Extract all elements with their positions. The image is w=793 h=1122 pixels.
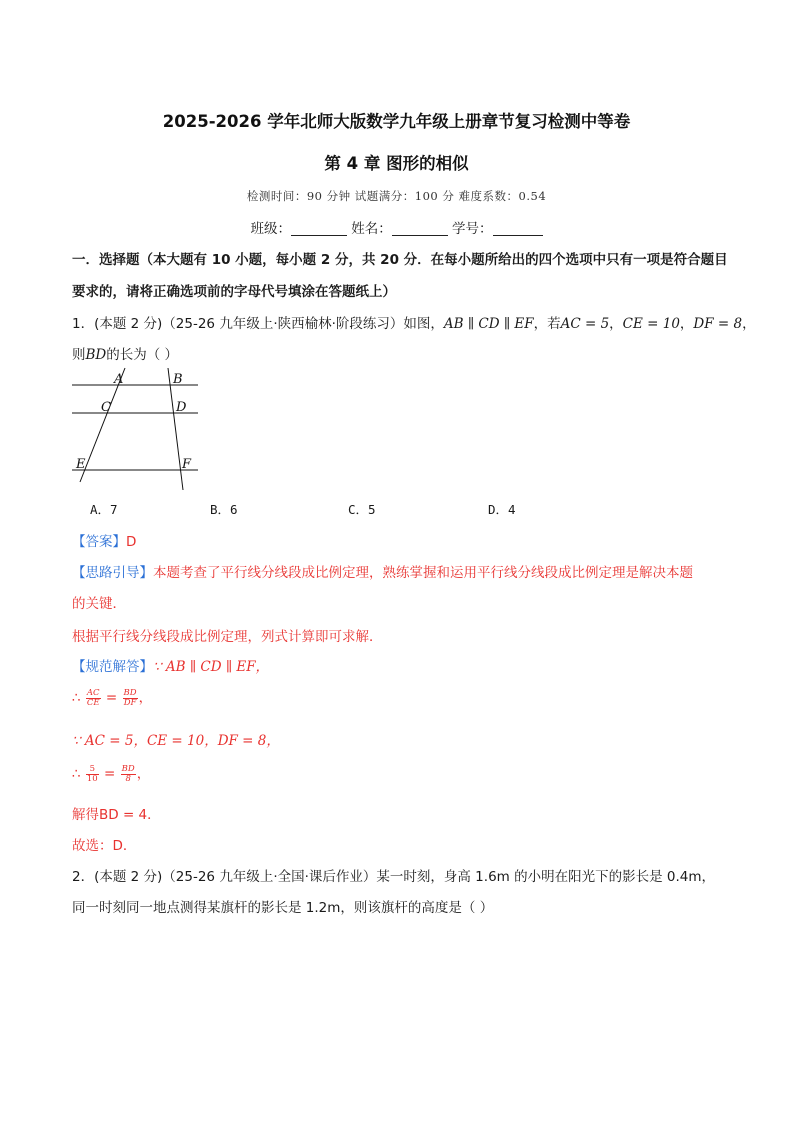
q1-line2-pre: 则 — [72, 347, 86, 363]
label-f: F — [182, 457, 192, 472]
solution-line4: ∴ $\frac{5}{10}$ = $\frac{BD}{8}$ ， — [72, 763, 151, 784]
frac3-num: 5 — [86, 765, 99, 775]
q1-stem-line2 — [72, 343, 178, 363]
q1-stem-line1 — [72, 312, 756, 332]
hint-line2: 的关键． — [72, 596, 126, 612]
class-label: 班级： — [250, 221, 291, 237]
label-d: D — [176, 400, 187, 415]
answer-label: 【答案】 — [72, 534, 126, 550]
student-info-row — [0, 217, 793, 237]
solution-line3: ∵ AC = 5，CE = 10，DF = 8， — [72, 733, 280, 749]
document-title: 2025-2026 学年北师大版数学九年级上册章节复习检测中等卷 — [162, 112, 631, 131]
option-c: C．5 — [348, 502, 376, 517]
fraction-bd-8 — [121, 765, 136, 784]
label-a: A — [114, 372, 124, 387]
frac2-num: BD — [123, 687, 137, 698]
solution-line1 — [72, 655, 269, 675]
q1-comma-1: ， — [609, 316, 623, 332]
therefore-2: ∴ — [72, 766, 85, 782]
answer-value: D — [126, 534, 137, 550]
exam-meta: 检测时间：90 分钟 试题满分：100 分 难度系数：0.54 — [246, 189, 547, 203]
hint-label: 【思路引导】 — [72, 565, 153, 581]
q1-cond-ce: CE = 10 — [622, 316, 680, 332]
name-blank — [392, 221, 448, 236]
q1-line2-post: 的长为（ ） — [106, 347, 179, 363]
frac2-den: DF — [123, 697, 137, 708]
label-b: B — [173, 372, 183, 387]
q2-stem-line2: 同一时刻同一地点测得某旗杆的影长是 1.2m，则该旗杆的高度是（ ） — [72, 900, 494, 916]
option-a: A．7 — [90, 502, 118, 517]
fraction-ac-ce — [86, 689, 101, 708]
q1-comma-2: ， — [679, 316, 694, 332]
section-heading-line2: 要求的，请将正确选项前的字母代号填涂在答题纸上） — [72, 284, 396, 300]
q2-stem-line1: 2．(本题 2 分)（25-26 九年级上·全国·课后作业）某一时刻，身高 1.6m 的小明在阳光下的影长是 0.4m， — [72, 869, 716, 885]
class-blank — [291, 221, 347, 236]
section-heading-line1: 一．选择题（本大题有 10 小题，每小题 2 分，共 20 分．在每小题所给出的四个选项中只有一项是符合题目 — [72, 252, 728, 268]
label-e: E — [76, 457, 86, 472]
option-b: B．6 — [210, 502, 238, 517]
frac1-num: AC — [86, 687, 100, 698]
fraction-bd-df — [123, 689, 138, 708]
q1-figure — [68, 366, 208, 492]
solution-line6: 故选：D． — [72, 838, 137, 854]
therefore-1: ∴ — [72, 690, 85, 706]
q1-cond-parallel: AB ∥ CD ∥ EF — [443, 316, 534, 332]
q1-cond-sep: ，若 — [533, 316, 561, 332]
hint-text-1: 本题考查了平行线分线段成比例定理，熟练掌握和运用平行线分线段成比例定理是解决本题 — [153, 565, 693, 581]
frac3-den: 10 — [86, 773, 98, 784]
fraction-5-10 — [86, 765, 99, 784]
solution-step-1: ∵ AB ∥ CD ∥ EF， — [153, 659, 270, 675]
solution-label: 【规范解答】 — [72, 659, 153, 675]
solution-line5: 解得BD = 4． — [72, 807, 161, 823]
id-label: 学号： — [452, 221, 493, 237]
q1-comma-3: ， — [742, 316, 756, 332]
frac1-den: CE — [86, 697, 100, 708]
q1-prefix: 1．(本题 2 分)（25-26 九年级上·陕西榆林·阶段练习）如图， — [72, 316, 444, 332]
label-c: C — [101, 400, 111, 415]
hint-line1 — [72, 561, 693, 581]
name-label: 姓名： — [351, 221, 392, 237]
id-blank — [493, 221, 543, 236]
frac4-den: 8 — [125, 773, 131, 784]
solution-line2: ∴ $\frac{AC}{CE}$ = $\frac{BD}{DF}$ ， — [72, 687, 153, 708]
frac4-num: BD — [121, 763, 135, 774]
chapter-title: 第 4 章 图形的相似 — [324, 154, 469, 173]
q1-bd: BD — [85, 347, 107, 363]
q1-cond-ac: AC = 5 — [560, 316, 610, 332]
hint-line3: 根据平行线分线段成比例定理，列式计算即可求解． — [72, 629, 383, 645]
answer-row — [72, 530, 136, 550]
option-d: D．4 — [488, 502, 516, 517]
q1-cond-df: DF = 8 — [693, 316, 743, 332]
